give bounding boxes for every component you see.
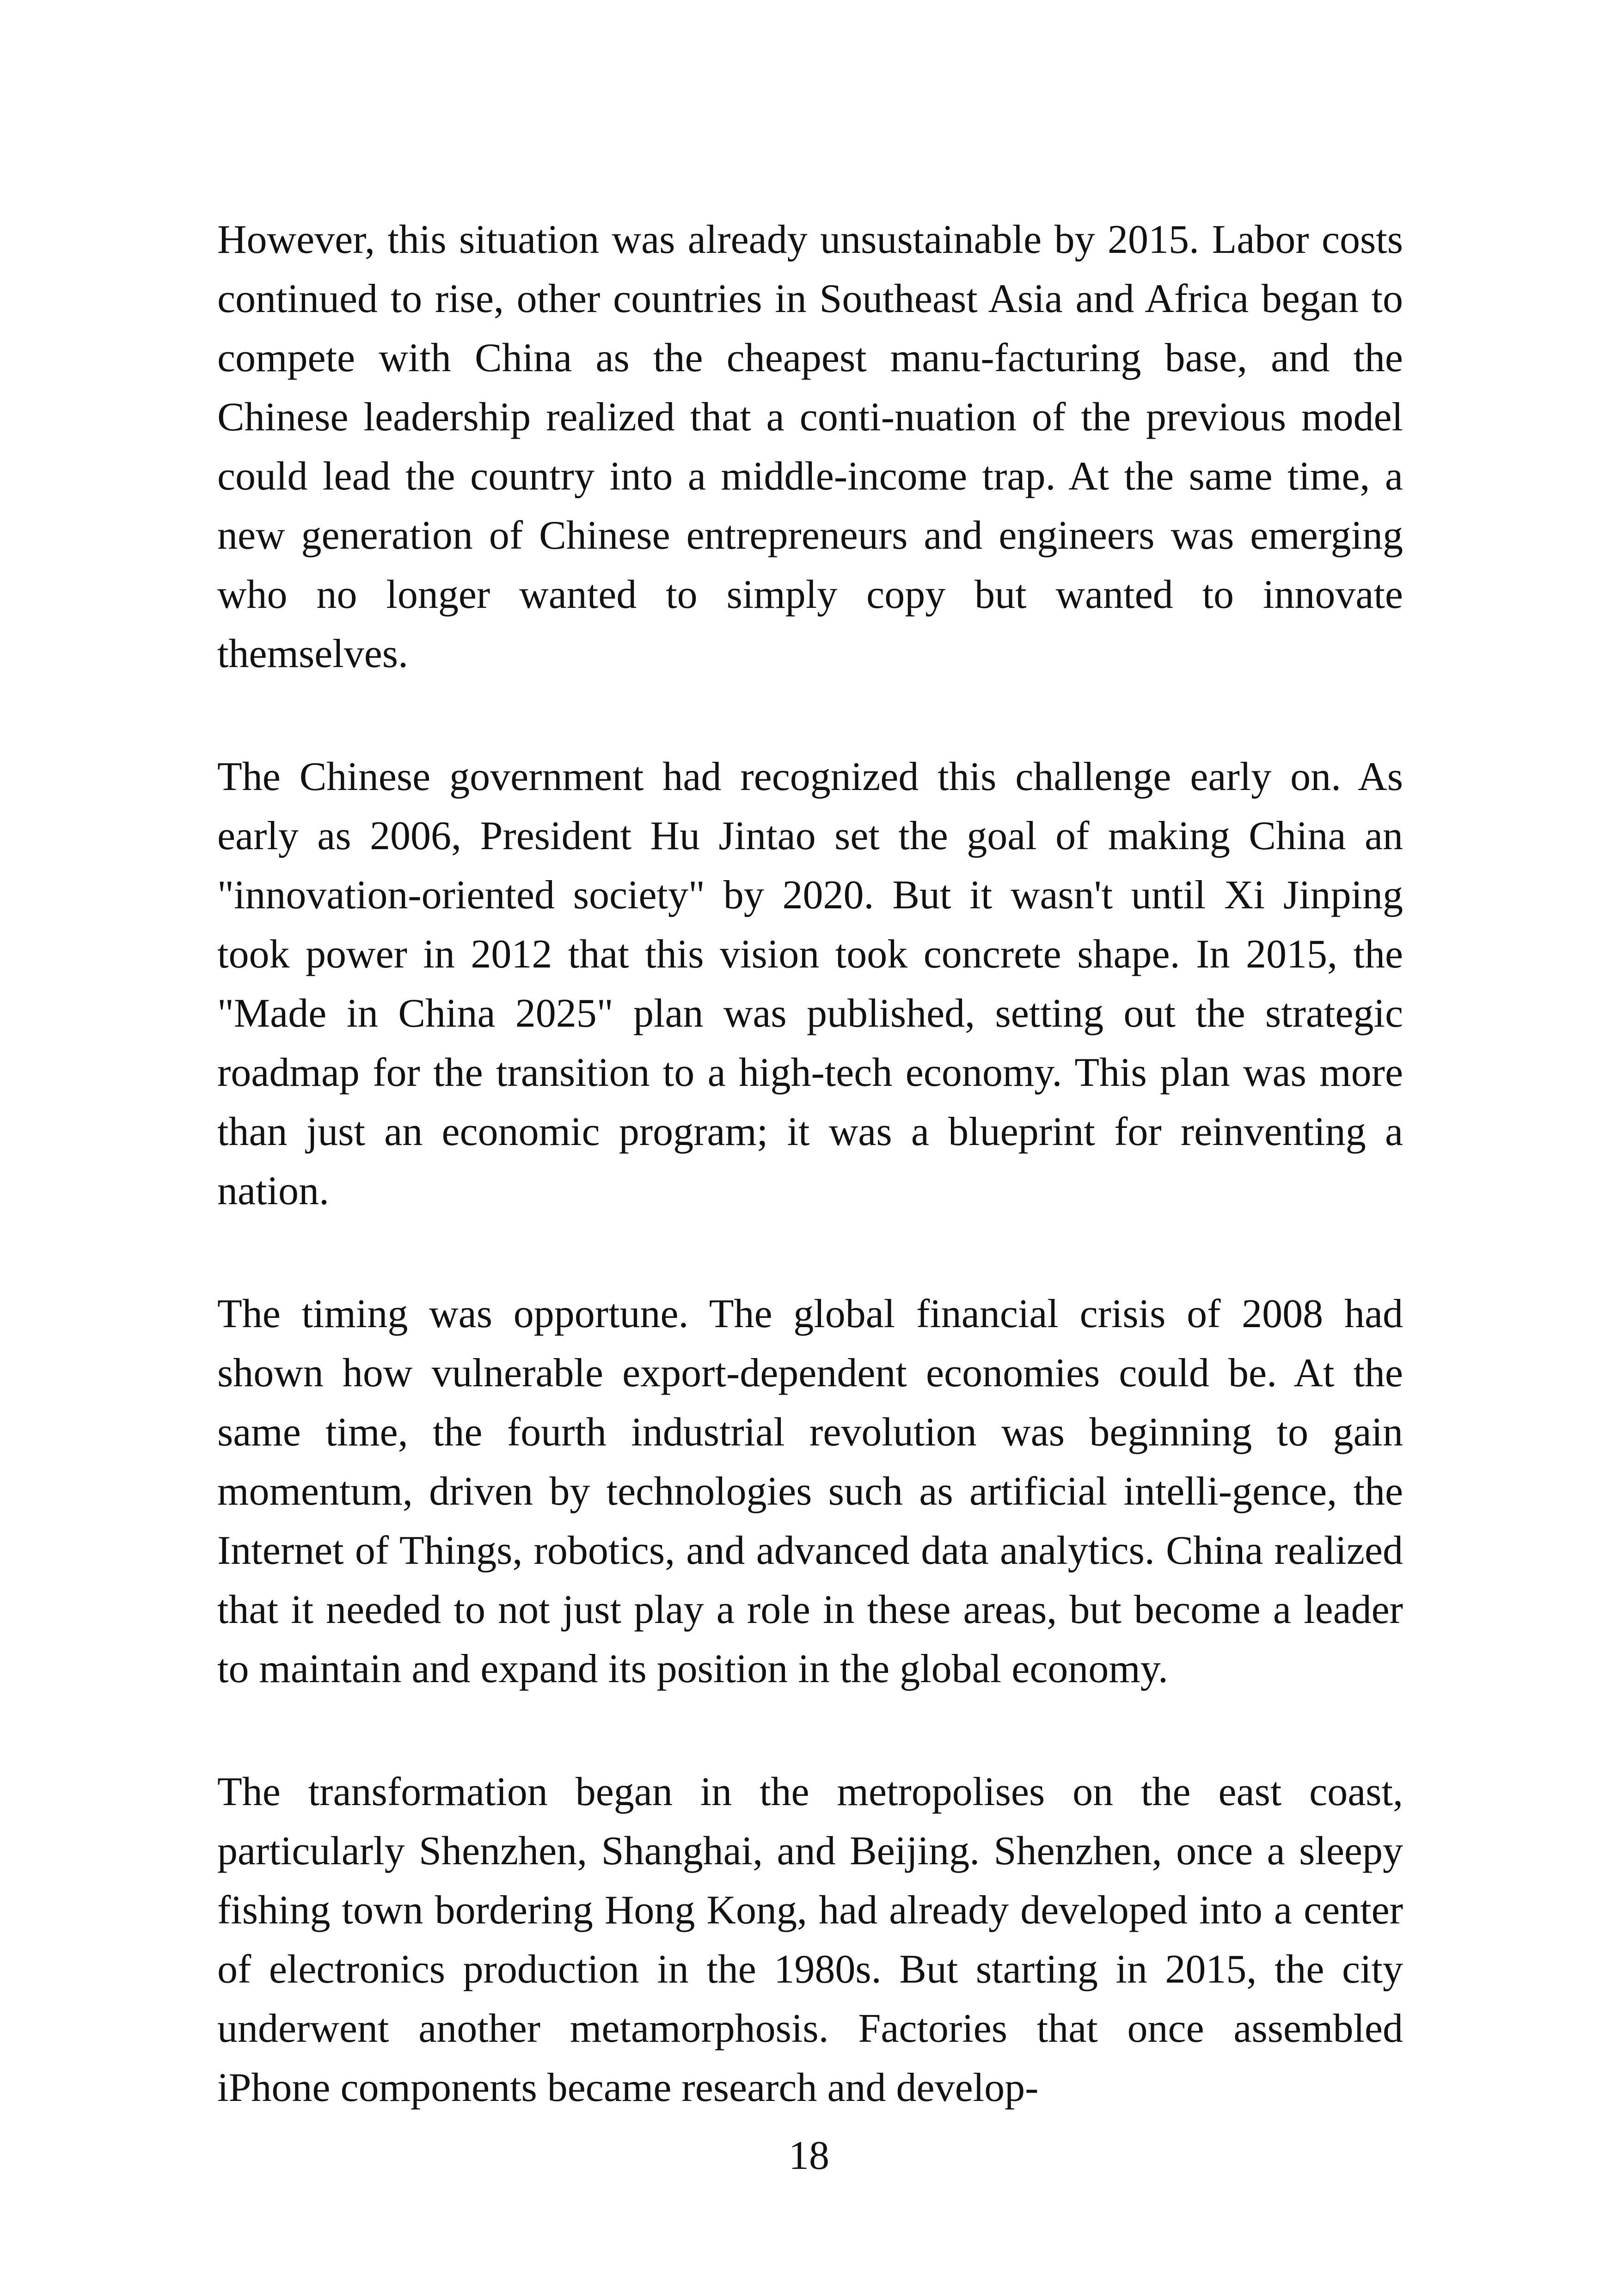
page-number: 18 (789, 2133, 829, 2178)
paragraph-4: The transformation began in the metropolises on the east coast, particularly Shenzhen, Shanghai, and Beijing. Shenzhen, once a sleepy fishing town bordering Hong Kong, had already developed into a center of electronics production in the 1980s. But starting in 2015, the city underwent another metamorphosis. Factories that once assembled iPhone components became research and develop- (217, 1769, 1403, 2110)
paragraph-3: The timing was opportune. The global financial crisis of 2008 had shown how vulnerable export-dependent economies could be. At the same time, the fourth industrial revolution was beginning to gain momentum, driven by technologies such as artificial intelli-gence, the Internet of Things, robotics, and advanced data analytics. China realized that it needed to not just play a role in these areas, but become a leader to maintain and expand its position in the global economy. (217, 1292, 1403, 1691)
body-text (217, 210, 1403, 2118)
paragraph-2: The Chinese government had recognized this challenge early on. As early as 2006, President Hu Jintao set the goal of making China an "innovation-oriented society" by 2020. But it wasn't until Xi Jinping took power in 2012 that this vision took concrete shape. In 2015, the "Made in China 2025" plan was published, setting out the strategic roadmap for the transition to a high-tech economy. This plan was more than just an economic program; it was a blueprint for reinventing a nation. (217, 754, 1403, 1213)
paragraph-1: However, this situation was already unsustainable by 2015. Labor costs continued to rise, other countries in Southeast Asia and Africa began to compete with China as the cheapest manu-facturing base, and the Chinese leadership realized that a conti-nuation of the previous model could lead the country into a middle-income trap. At the same time, a new generation of Chinese entrepreneurs and engineers was emerging who no longer wanted to simply copy but wanted to innovate themselves. (217, 217, 1403, 676)
